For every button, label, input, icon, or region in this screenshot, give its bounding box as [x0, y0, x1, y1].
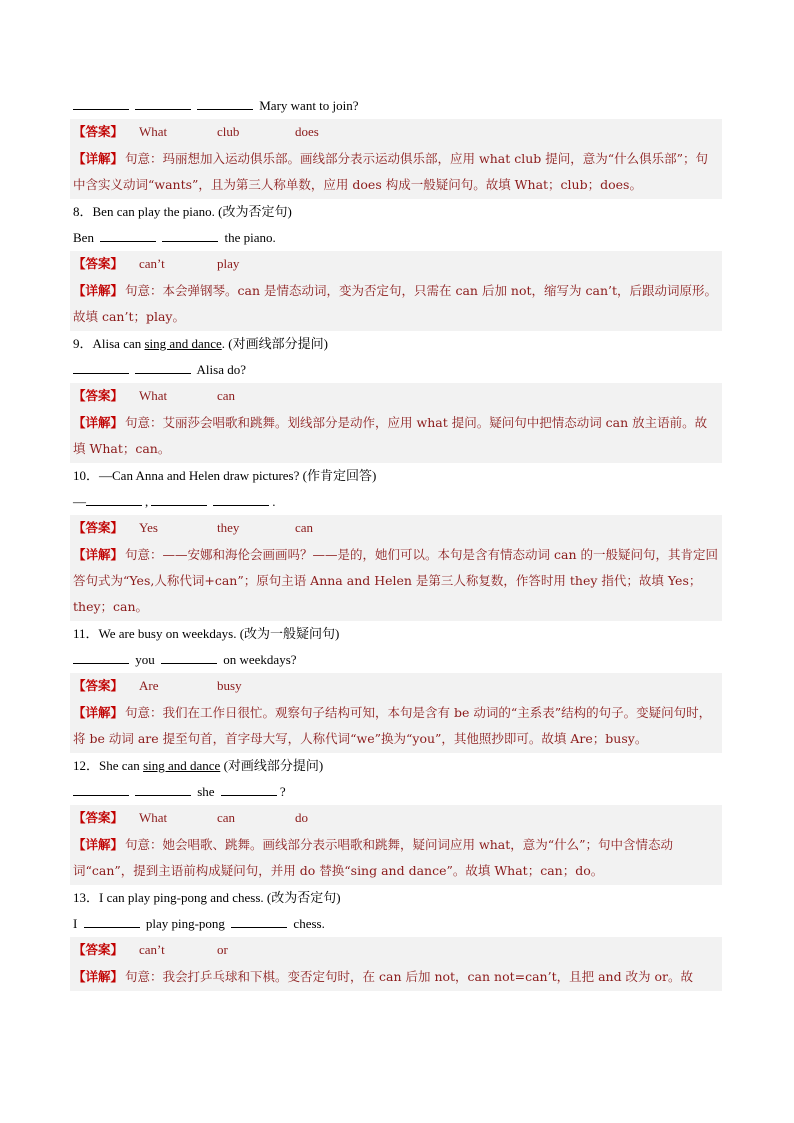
fill-text: on weekdays?: [223, 652, 297, 667]
answer-blank[interactable]: [100, 229, 156, 242]
answer-value: Yes: [139, 520, 158, 535]
question-line: [70, 621, 722, 647]
answer-blank[interactable]: [151, 493, 207, 506]
question-number: 10．: [73, 468, 100, 483]
answer-blank[interactable]: [73, 361, 129, 374]
answer-block: [70, 937, 722, 991]
question-instruction: (改为否定句): [218, 204, 292, 219]
fill-text: the piano.: [224, 230, 276, 245]
question-number: 9．: [73, 336, 93, 351]
answer-block: [70, 119, 722, 199]
question-line: [70, 753, 722, 779]
question-text: Ben can play the piano.: [92, 204, 215, 219]
answer-tag: 【答案】: [73, 124, 124, 139]
question-number: 8．: [73, 204, 93, 219]
answer-line: [70, 673, 722, 699]
answer-value: can: [217, 388, 236, 403]
detail-text: 句意：玛丽想加入运动俱乐部。画线部分表示运动俱乐部，应用 what club 提问，意为“什么俱乐部”；句中含实义动词“wants”，且为第三人称单数，应用 does 构成一般疑问句。故填 What；club；does。: [73, 151, 708, 192]
fill-suffix: ?: [279, 784, 286, 799]
question-text: She can: [99, 758, 144, 773]
detail-explanation: [70, 963, 722, 991]
detail-explanation: [70, 277, 722, 331]
answer-value: play: [217, 256, 240, 271]
answer-blank[interactable]: [73, 651, 129, 664]
answer-value: Are: [139, 678, 159, 693]
answer-tag: 【答案】: [73, 810, 124, 825]
answer-blank[interactable]: [84, 915, 140, 928]
detail-text: 句意：——安娜和海伦会画画吗？——是的，她们可以。本句是含有情态动词 can 的一般疑问句，其肯定回答句式为“Yes,人称代词+can”；原句主语 Anna and Helen 是第三人称复数，作答时用 they 指代；故填 Yes；they；can。: [73, 547, 718, 614]
detail-text: 句意：艾丽莎会唱歌和跳舞。划线部分是动作，应用 what 提问。疑问句中把情态动词 can 放主语前。故填 What；can。: [73, 415, 708, 456]
answer-blank[interactable]: [73, 97, 129, 110]
answer-tag: 【答案】: [73, 388, 124, 403]
detail-explanation: [70, 699, 722, 753]
answer-value: busy: [217, 678, 242, 693]
question-text: Alisa can: [92, 336, 145, 351]
detail-tag: 【详解】: [73, 547, 124, 562]
answer-blank[interactable]: [73, 783, 129, 796]
answer-value: What: [139, 124, 168, 139]
answer-blank[interactable]: [213, 493, 269, 506]
answer-blank[interactable]: [162, 229, 218, 242]
question-text: —Can Anna and Helen draw pictures?: [99, 468, 300, 483]
answer-line: [70, 383, 722, 409]
answer-block: [70, 383, 722, 463]
answer-value: can: [295, 520, 314, 535]
fill-text: I: [73, 916, 78, 931]
answer-tag: 【答案】: [73, 942, 124, 957]
answer-value: What: [139, 810, 168, 825]
detail-tag: 【详解】: [73, 837, 124, 852]
answer-line: [70, 251, 722, 277]
answer-tag: 【答案】: [73, 520, 124, 535]
answer-blank[interactable]: [135, 97, 191, 110]
detail-explanation: [70, 831, 722, 885]
answer-value: they: [217, 520, 240, 535]
answer-block: [70, 251, 722, 331]
answer-line: [70, 515, 722, 541]
detail-tag: 【详解】: [73, 969, 124, 984]
fill-line: [70, 93, 722, 119]
fill-text: Ben: [73, 230, 94, 245]
answer-blank[interactable]: [86, 493, 142, 506]
answer-block: [70, 805, 722, 885]
question-instruction: (改为否定句): [266, 890, 341, 905]
answer-value: or: [217, 942, 228, 957]
answer-blank[interactable]: [221, 783, 277, 796]
detail-text: 句意：本会弹钢琴。can 是情态动词，变为否定句，只需在 can 后加 not，缩写为 can’t，后跟动词原形。故填 can’t；play。: [73, 283, 717, 324]
answer-block: [70, 515, 722, 621]
answer-blank[interactable]: [197, 97, 253, 110]
answer-line: [70, 119, 722, 145]
answer-value: can’t: [139, 942, 165, 957]
detail-explanation: [70, 541, 722, 621]
fill-line: [70, 647, 722, 673]
question-text: I can play ping-pong and chess.: [99, 890, 264, 905]
fill-text: Mary want to join?: [259, 98, 359, 113]
fill-text: you: [135, 652, 155, 667]
question-line: [70, 463, 722, 489]
answer-blank[interactable]: [161, 651, 217, 664]
answer-tag: 【答案】: [73, 678, 124, 693]
fill-prefix: —: [73, 494, 86, 509]
fill-line: [70, 225, 722, 251]
fill-text: Alisa do?: [196, 362, 247, 377]
fill-text: play ping-pong: [145, 916, 225, 931]
answer-line: [70, 937, 722, 963]
answer-value: club: [217, 124, 240, 139]
question-line: [70, 199, 722, 225]
question-number: 12．: [73, 758, 100, 773]
question-instruction: (改为一般疑问句): [239, 626, 340, 641]
answer-value: does: [295, 124, 319, 139]
answer-tag: 【答案】: [73, 256, 124, 271]
fill-line: — , .: [73, 494, 276, 509]
answer-blank[interactable]: [231, 915, 287, 928]
detail-text: 句意：她会唱歌、跳舞。画线部分表示唱歌和跳舞，疑问词应用 what，意为“什么”；句中含情态动词“can”，提到主语前构成疑问句，并用 do 替换“sing and dance”。故填 What；can；do。: [73, 837, 673, 878]
answer-value: can: [217, 810, 236, 825]
answer-value: do: [295, 810, 309, 825]
fill-line: [70, 357, 722, 383]
fill-line: [70, 911, 722, 937]
answer-value: can’t: [139, 256, 165, 271]
fill-suffix: .: [272, 494, 276, 509]
question-instruction: (对画线部分提问): [228, 336, 328, 351]
answer-blank[interactable]: [135, 361, 191, 374]
question-line: [70, 885, 722, 911]
answer-value: What: [139, 388, 168, 403]
detail-text: 句意：我会打乒乓球和下棋。变否定句时，在 can 后加 not，can not=can’t，且把 and 改为 or。故: [125, 969, 694, 984]
underlined-phrase: sing and dance: [143, 758, 221, 773]
fill-text: chess.: [293, 916, 325, 931]
exercise-content: [70, 93, 722, 991]
question-line: [70, 331, 722, 357]
answer-blank[interactable]: [135, 783, 191, 796]
question-instruction: (对画线部分提问): [223, 758, 324, 773]
detail-tag: 【详解】: [73, 151, 124, 166]
question-number: 11．: [73, 626, 99, 641]
fill-line: [70, 779, 722, 805]
detail-tag: 【详解】: [73, 415, 124, 430]
answer-line: [70, 805, 722, 831]
underlined-phrase: sing and dance: [144, 336, 222, 351]
detail-explanation: [70, 409, 722, 463]
detail-text: 句意：我们在工作日很忙。观察句子结构可知，本句是含有 be 动词的“主系表”结构的句子。变疑问句时，将 be 动词 are 提至句首，首字母大写，人称代词“we”换为“you”，其他照抄即可。故填 Are；busy。: [73, 705, 712, 746]
detail-tag: 【详解】: [73, 705, 124, 720]
fill-text: she: [197, 784, 215, 799]
detail-tag: 【详解】: [73, 283, 124, 298]
detail-explanation: [70, 145, 722, 199]
question-instruction: (作肯定回答): [302, 468, 377, 483]
answer-block: [70, 673, 722, 753]
question-text: We are busy on weekdays.: [98, 626, 237, 641]
question-number: 13．: [73, 890, 100, 905]
question-text-end: .: [221, 336, 226, 351]
